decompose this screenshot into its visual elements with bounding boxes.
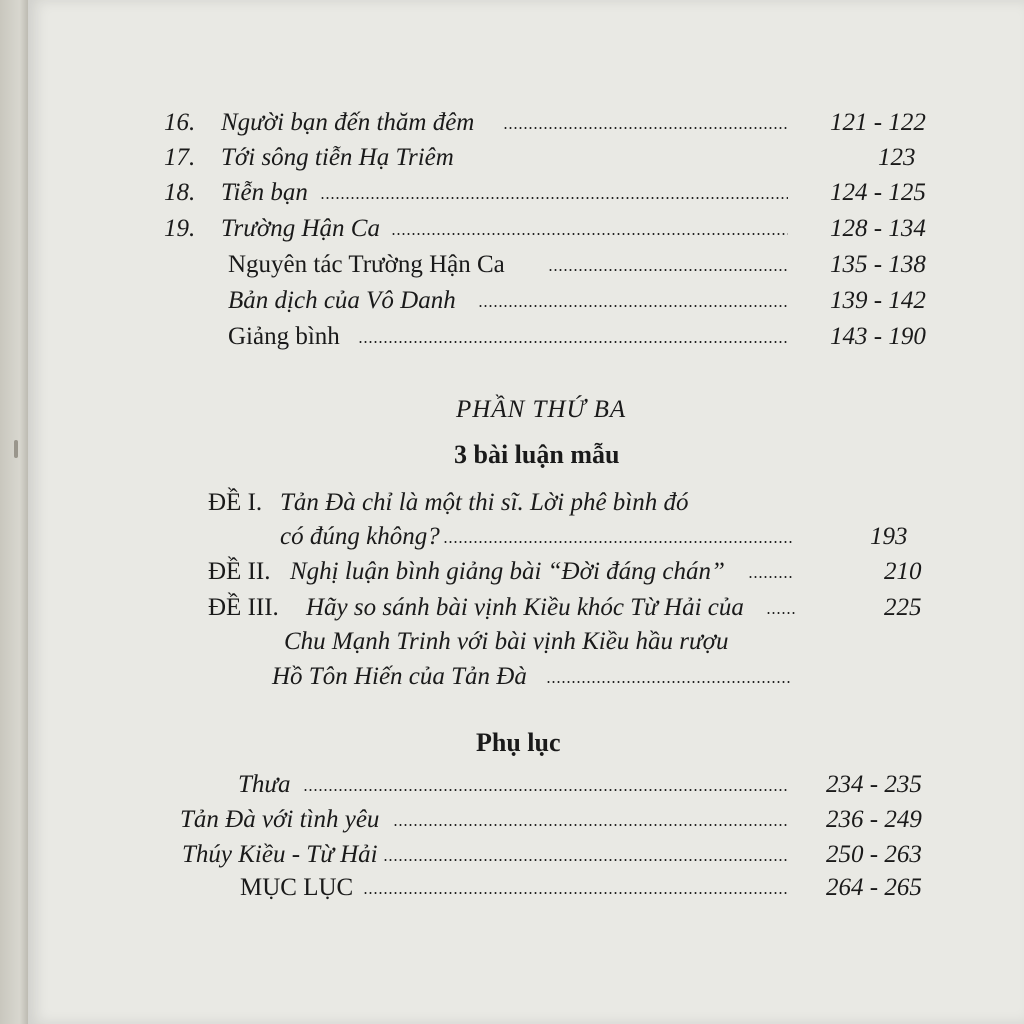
dot-leader	[443, 541, 793, 543]
entry-title: Thưa	[238, 771, 291, 798]
entry-title: Người bạn đến thăm đêm	[221, 109, 475, 136]
part3-heading: PHẦN THỨ BA	[456, 396, 627, 423]
essay-line: Nghị luận bình giảng bài “Đời đáng chán”	[290, 558, 725, 585]
dot-leader	[383, 859, 788, 861]
essay-line: Chu Mạnh Trinh với bài vịnh Kiều hầu rượu	[284, 628, 729, 655]
essay-line: Hãy so sánh bài vịnh Kiều khóc Từ Hải của	[306, 594, 744, 621]
dot-leader	[548, 269, 788, 271]
essay-line: Tản Đà chỉ là một thi sĩ. Lời phê bình đó	[280, 489, 689, 516]
entry-pages: 234 - 235	[826, 771, 922, 798]
essay-page: 225	[884, 594, 922, 621]
entry-pages: 128 - 134	[830, 215, 926, 242]
dot-leader	[358, 341, 788, 343]
entry-title: MỤC LỤC	[240, 874, 354, 901]
essay-line: có đúng không?	[280, 523, 440, 550]
entry-title: Tản Đà với tình yêu	[180, 806, 380, 833]
essay-label: ĐỀ II.	[208, 558, 271, 585]
entry-title: Thúy Kiều - Từ Hải	[182, 841, 378, 868]
essay-label: ĐỀ I.	[208, 489, 263, 516]
dot-leader	[766, 612, 796, 614]
dot-leader	[393, 824, 788, 826]
entry-title: Trường Hận Ca	[221, 215, 380, 242]
dot-leader	[546, 681, 791, 683]
entry-pages: 139 - 142	[830, 287, 926, 314]
dot-leader	[320, 197, 788, 199]
entry-pages: 250 - 263	[826, 841, 922, 868]
entry-pages: 124 - 125	[830, 179, 926, 206]
book-spine	[0, 0, 28, 1024]
dot-leader	[363, 892, 788, 894]
dot-leader	[391, 233, 788, 235]
entry-number: 18.	[164, 179, 196, 206]
essay-label: ĐỀ III.	[208, 594, 279, 621]
entry-pages: 135 - 138	[830, 251, 926, 278]
entry-number: 19.	[164, 215, 196, 242]
entry-pages: 121 - 122	[830, 109, 926, 136]
part3-subheading: 3 bài luận mẫu	[454, 440, 620, 469]
appendix-heading: Phụ lục	[476, 728, 561, 757]
dot-leader	[503, 127, 788, 129]
essay-line: Hồ Tôn Hiến của Tản Đà	[272, 663, 527, 690]
entry-title: Giảng bình	[228, 323, 340, 350]
dot-leader	[478, 305, 788, 307]
entry-pages: 264 - 265	[826, 874, 922, 901]
entry-title: Tiễn bạn	[221, 179, 308, 206]
essay-page: 193	[870, 523, 908, 550]
entry-title: Tới sông tiễn Hạ Triêm	[221, 144, 454, 171]
entry-pages: 236 - 249	[826, 806, 922, 833]
dot-leader	[303, 789, 788, 791]
toc-page	[28, 0, 1024, 1024]
entry-number: 17.	[164, 144, 196, 171]
entry-title: Bản dịch của Vô Danh	[228, 287, 456, 314]
entry-title: Nguyên tác Trường Hận Ca	[228, 251, 505, 278]
entry-number: 16.	[164, 109, 196, 136]
essay-page: 210	[884, 558, 922, 585]
entry-pages: 123	[878, 144, 916, 171]
entry-pages: 143 - 190	[830, 323, 926, 350]
spine-mark	[14, 440, 18, 458]
dot-leader	[748, 576, 793, 578]
